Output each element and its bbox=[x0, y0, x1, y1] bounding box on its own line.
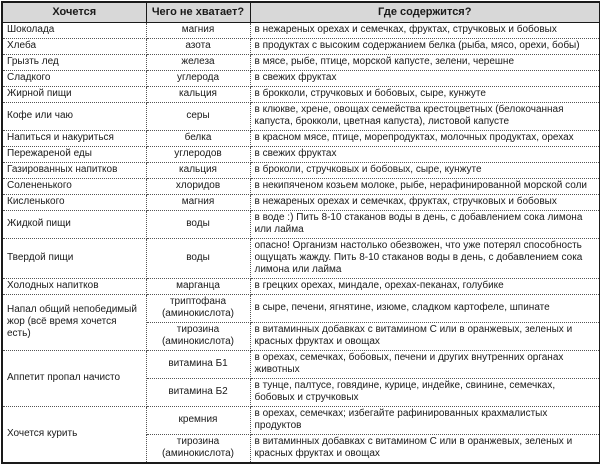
craving-cell: Напиться и накуриться bbox=[2, 131, 146, 147]
source-cell: в свежих фруктах bbox=[250, 147, 600, 163]
source-cell: в витаминных добавках с витамином С или в оранжевых, зеленых и красных фруктах и овощах bbox=[250, 435, 600, 464]
deficiency-cell: серы bbox=[146, 103, 250, 131]
craving-cell: Хлеба bbox=[2, 39, 146, 55]
deficiency-cell: кремния bbox=[146, 407, 250, 435]
source-cell: в некипяченом козьем молоке, рыбе, нерафинированной морской соли bbox=[250, 179, 600, 195]
deficiency-cell: витамина Б1 bbox=[146, 351, 250, 379]
table-row bbox=[2, 279, 600, 295]
source-cell: в брокколи, стручковых и бобовых, сыре, кунжуте bbox=[250, 87, 600, 103]
deficiency-cell: тирозина (аминокислота) bbox=[146, 435, 250, 464]
source-cell: в сыре, печени, ягнятине, изюме, сладком картофеле, шпинате bbox=[250, 295, 600, 323]
table-row bbox=[2, 71, 600, 87]
craving-cell: Шоколада bbox=[2, 23, 146, 39]
table-row bbox=[2, 103, 600, 131]
source-cell: в клюкве, хрене, овощах семейства крестоцветных (белокочанная капуста, брокколи, цветная капуста), листовой капусте bbox=[250, 103, 600, 131]
craving-cell: Кофе или чаю bbox=[2, 103, 146, 131]
deficiency-cell: азота bbox=[146, 39, 250, 55]
deficiency-cell: воды bbox=[146, 239, 250, 279]
source-cell: в тунце, палтусе, говядине, курице, индейке, свинине, семечках, бобовых и стручковых bbox=[250, 379, 600, 407]
craving-cell: Солененького bbox=[2, 179, 146, 195]
deficiency-cell: магния bbox=[146, 195, 250, 211]
source-cell: опасно! Организм настолько обезвожен, что уже потерял способность ощущать жажду. Пить 8-10 стаканов воды в день, с добавлением сока лимона или лайма bbox=[250, 239, 600, 279]
table-row bbox=[2, 195, 600, 211]
source-cell: в продуктах с высоким содержанием белка (рыба, мясо, орехи, бобы) bbox=[250, 39, 600, 55]
source-cell: в витаминных добавках с витамином С или в оранжевых, зеленых и красных фруктах и овощах bbox=[250, 323, 600, 351]
table-row bbox=[2, 351, 600, 379]
source-cell: в орехах, семечках, бобовых, печени и других внутренних органах животных bbox=[250, 351, 600, 379]
craving-cell: Жидкой пищи bbox=[2, 211, 146, 239]
craving-cell: Газированных напитков bbox=[2, 163, 146, 179]
craving-cell: Пережареной еды bbox=[2, 147, 146, 163]
source-cell: в свежих фруктах bbox=[250, 71, 600, 87]
deficiency-cell: триптофана (аминокислота) bbox=[146, 295, 250, 323]
craving-cell: Жирной пищи bbox=[2, 87, 146, 103]
source-cell: в орехах, семечках; избегайте рафинированных крахмалистых продуктов bbox=[250, 407, 600, 435]
deficiency-cell: железа bbox=[146, 55, 250, 71]
source-cell: в воде :) Пить 8-10 стаканов воды в день, с добавлением сока лимона или лайма bbox=[250, 211, 600, 239]
deficiency-cell: углерода bbox=[146, 71, 250, 87]
source-cell: в нежареных орехах и семечках, фруктах, стручковых и бобовых bbox=[250, 195, 600, 211]
craving-cell: Твердой пищи bbox=[2, 239, 146, 279]
column-header-lack: Чего не хватает? bbox=[146, 2, 250, 23]
source-cell: в красном мясе, птице, морепродуктах, молочных продуктах, орехах bbox=[250, 131, 600, 147]
table-row bbox=[2, 55, 600, 71]
deficiency-cell: витамина Б2 bbox=[146, 379, 250, 407]
table-row bbox=[2, 131, 600, 147]
source-cell: в грецких орехах, миндале, орехах-пеканах, голубике bbox=[250, 279, 600, 295]
table-row bbox=[2, 87, 600, 103]
cravings-table bbox=[1, 1, 600, 464]
craving-cell: Сладкого bbox=[2, 71, 146, 87]
deficiency-cell: воды bbox=[146, 211, 250, 239]
source-cell: в броколи, стручковых и бобовых, сыре, кунжуте bbox=[250, 163, 600, 179]
column-header-source: Где содержится? bbox=[250, 2, 600, 23]
craving-cell: Напал общий непобедимый жор (всё время хочется есть) bbox=[2, 295, 146, 351]
table-row bbox=[2, 23, 600, 39]
table-row bbox=[2, 179, 600, 195]
deficiency-cell: кальция bbox=[146, 163, 250, 179]
table-row bbox=[2, 163, 600, 179]
table-row bbox=[2, 239, 600, 279]
source-cell: в нежареных орехах и семечках, фруктах, стручковых и бобовых bbox=[250, 23, 600, 39]
craving-cell: Грызть лед bbox=[2, 55, 146, 71]
table-row bbox=[2, 39, 600, 55]
source-cell: в мясе, рыбе, птице, морской капусте, зелени, черешне bbox=[250, 55, 600, 71]
deficiency-cell: углеродов bbox=[146, 147, 250, 163]
deficiency-cell: магния bbox=[146, 23, 250, 39]
craving-cell: Холодных напитков bbox=[2, 279, 146, 295]
column-header-craving: Хочется bbox=[2, 2, 146, 23]
table-row bbox=[2, 147, 600, 163]
deficiency-cell: марганца bbox=[146, 279, 250, 295]
deficiency-cell: кальция bbox=[146, 87, 250, 103]
craving-cell: Хочется курить bbox=[2, 407, 146, 464]
deficiency-cell: тирозина (аминокислота) bbox=[146, 323, 250, 351]
table-row bbox=[2, 211, 600, 239]
table-row bbox=[2, 295, 600, 323]
header-row bbox=[2, 2, 600, 23]
craving-cell: Кисленького bbox=[2, 195, 146, 211]
deficiency-cell: белка bbox=[146, 131, 250, 147]
deficiency-cell: хлоридов bbox=[146, 179, 250, 195]
craving-cell: Аппетит пропал начисто bbox=[2, 351, 146, 407]
